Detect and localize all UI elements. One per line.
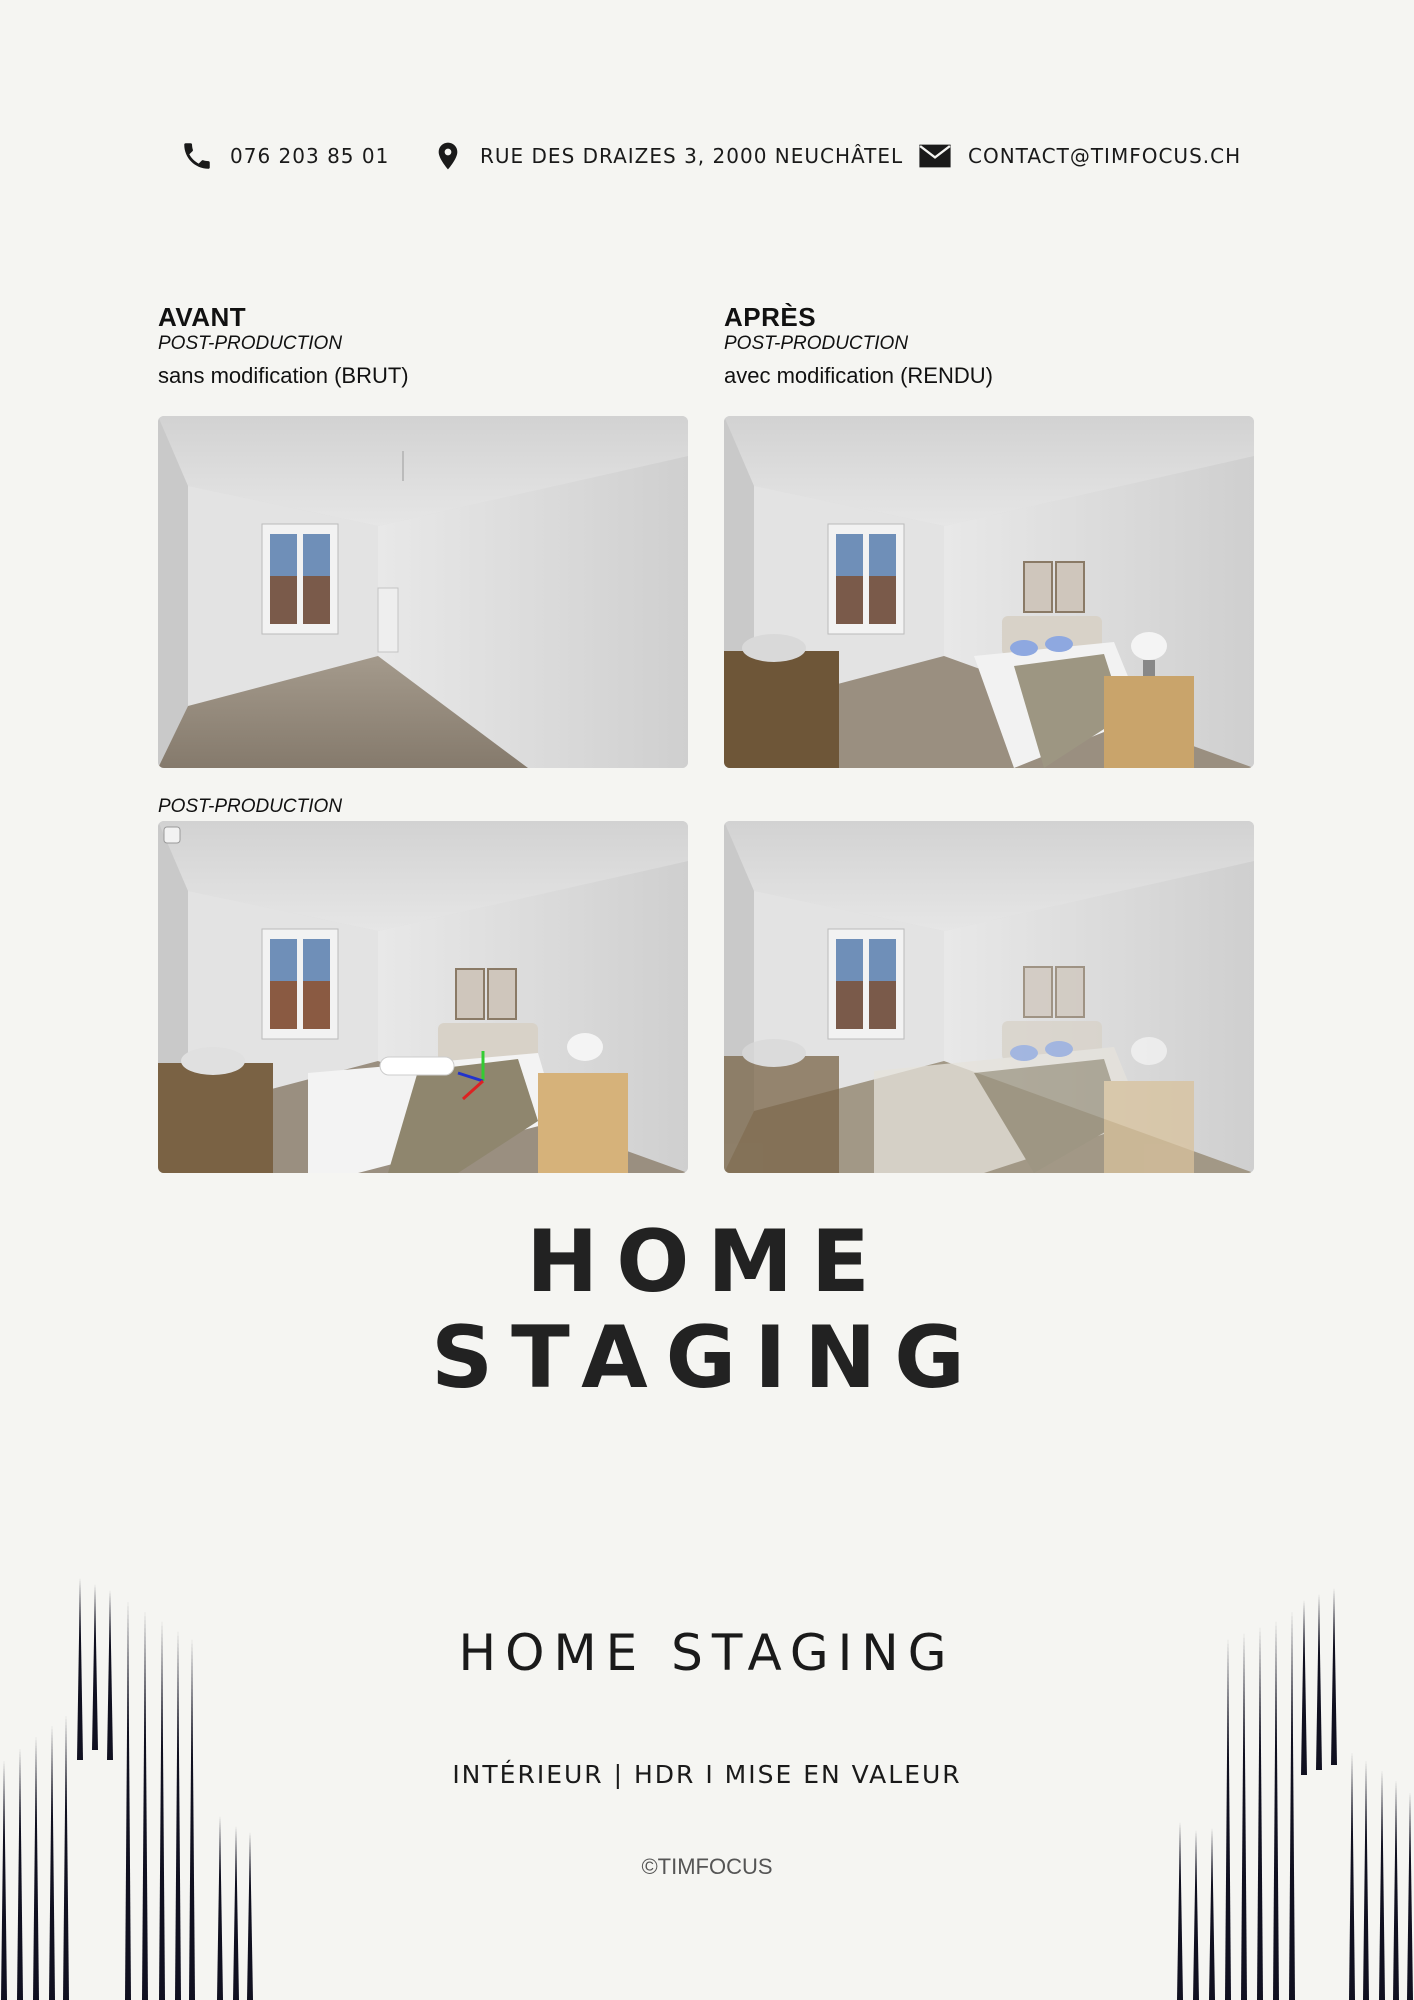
after-title: APRÈS	[724, 302, 817, 332]
left-spike-decoration	[0, 1560, 270, 2000]
right-spike-decoration	[1144, 1560, 1414, 2000]
after-subtitle: POST-PRODUCTION	[724, 333, 909, 354]
main-title-line2: STAGING	[431, 1308, 983, 1408]
address-text: RUE DES DRAIZES 3, 2000 NEUCHÂTEL	[480, 144, 904, 168]
phone-icon	[180, 139, 214, 173]
location-pin-icon	[432, 138, 464, 174]
after-heading	[724, 302, 993, 389]
phone-number[interactable]: 076 203 85 01	[230, 144, 390, 168]
after-description: avec modification (RENDU)	[724, 363, 993, 388]
before-description: sans modification (BRUT)	[158, 363, 409, 388]
footer-tagline: INTÉRIEUR | HDR I MISE EN VALEUR	[452, 1760, 962, 1789]
footer-title: HOME STAGING	[458, 1624, 956, 1682]
before-heading	[158, 302, 409, 389]
main-title-line1: HOME	[526, 1212, 888, 1312]
email-address[interactable]: CONTACT@TIMFOCUS.CH	[968, 144, 1242, 168]
photo-editor-view	[158, 821, 688, 1173]
photo-empty-room	[158, 416, 688, 768]
envelope-icon	[918, 141, 952, 171]
second-row-subtitle: POST-PRODUCTION	[158, 796, 343, 817]
before-title: AVANT	[158, 302, 247, 332]
contact-phone[interactable]	[180, 138, 389, 174]
footer-copyright: ©TIMFOCUS	[641, 1854, 773, 1879]
contact-email[interactable]	[918, 138, 1241, 174]
photo-overlay-comparison	[724, 821, 1254, 1173]
second-row-heading	[158, 796, 342, 818]
photo-staged-room	[724, 416, 1254, 768]
contact-address	[432, 138, 903, 174]
before-subtitle: POST-PRODUCTION	[158, 333, 343, 354]
